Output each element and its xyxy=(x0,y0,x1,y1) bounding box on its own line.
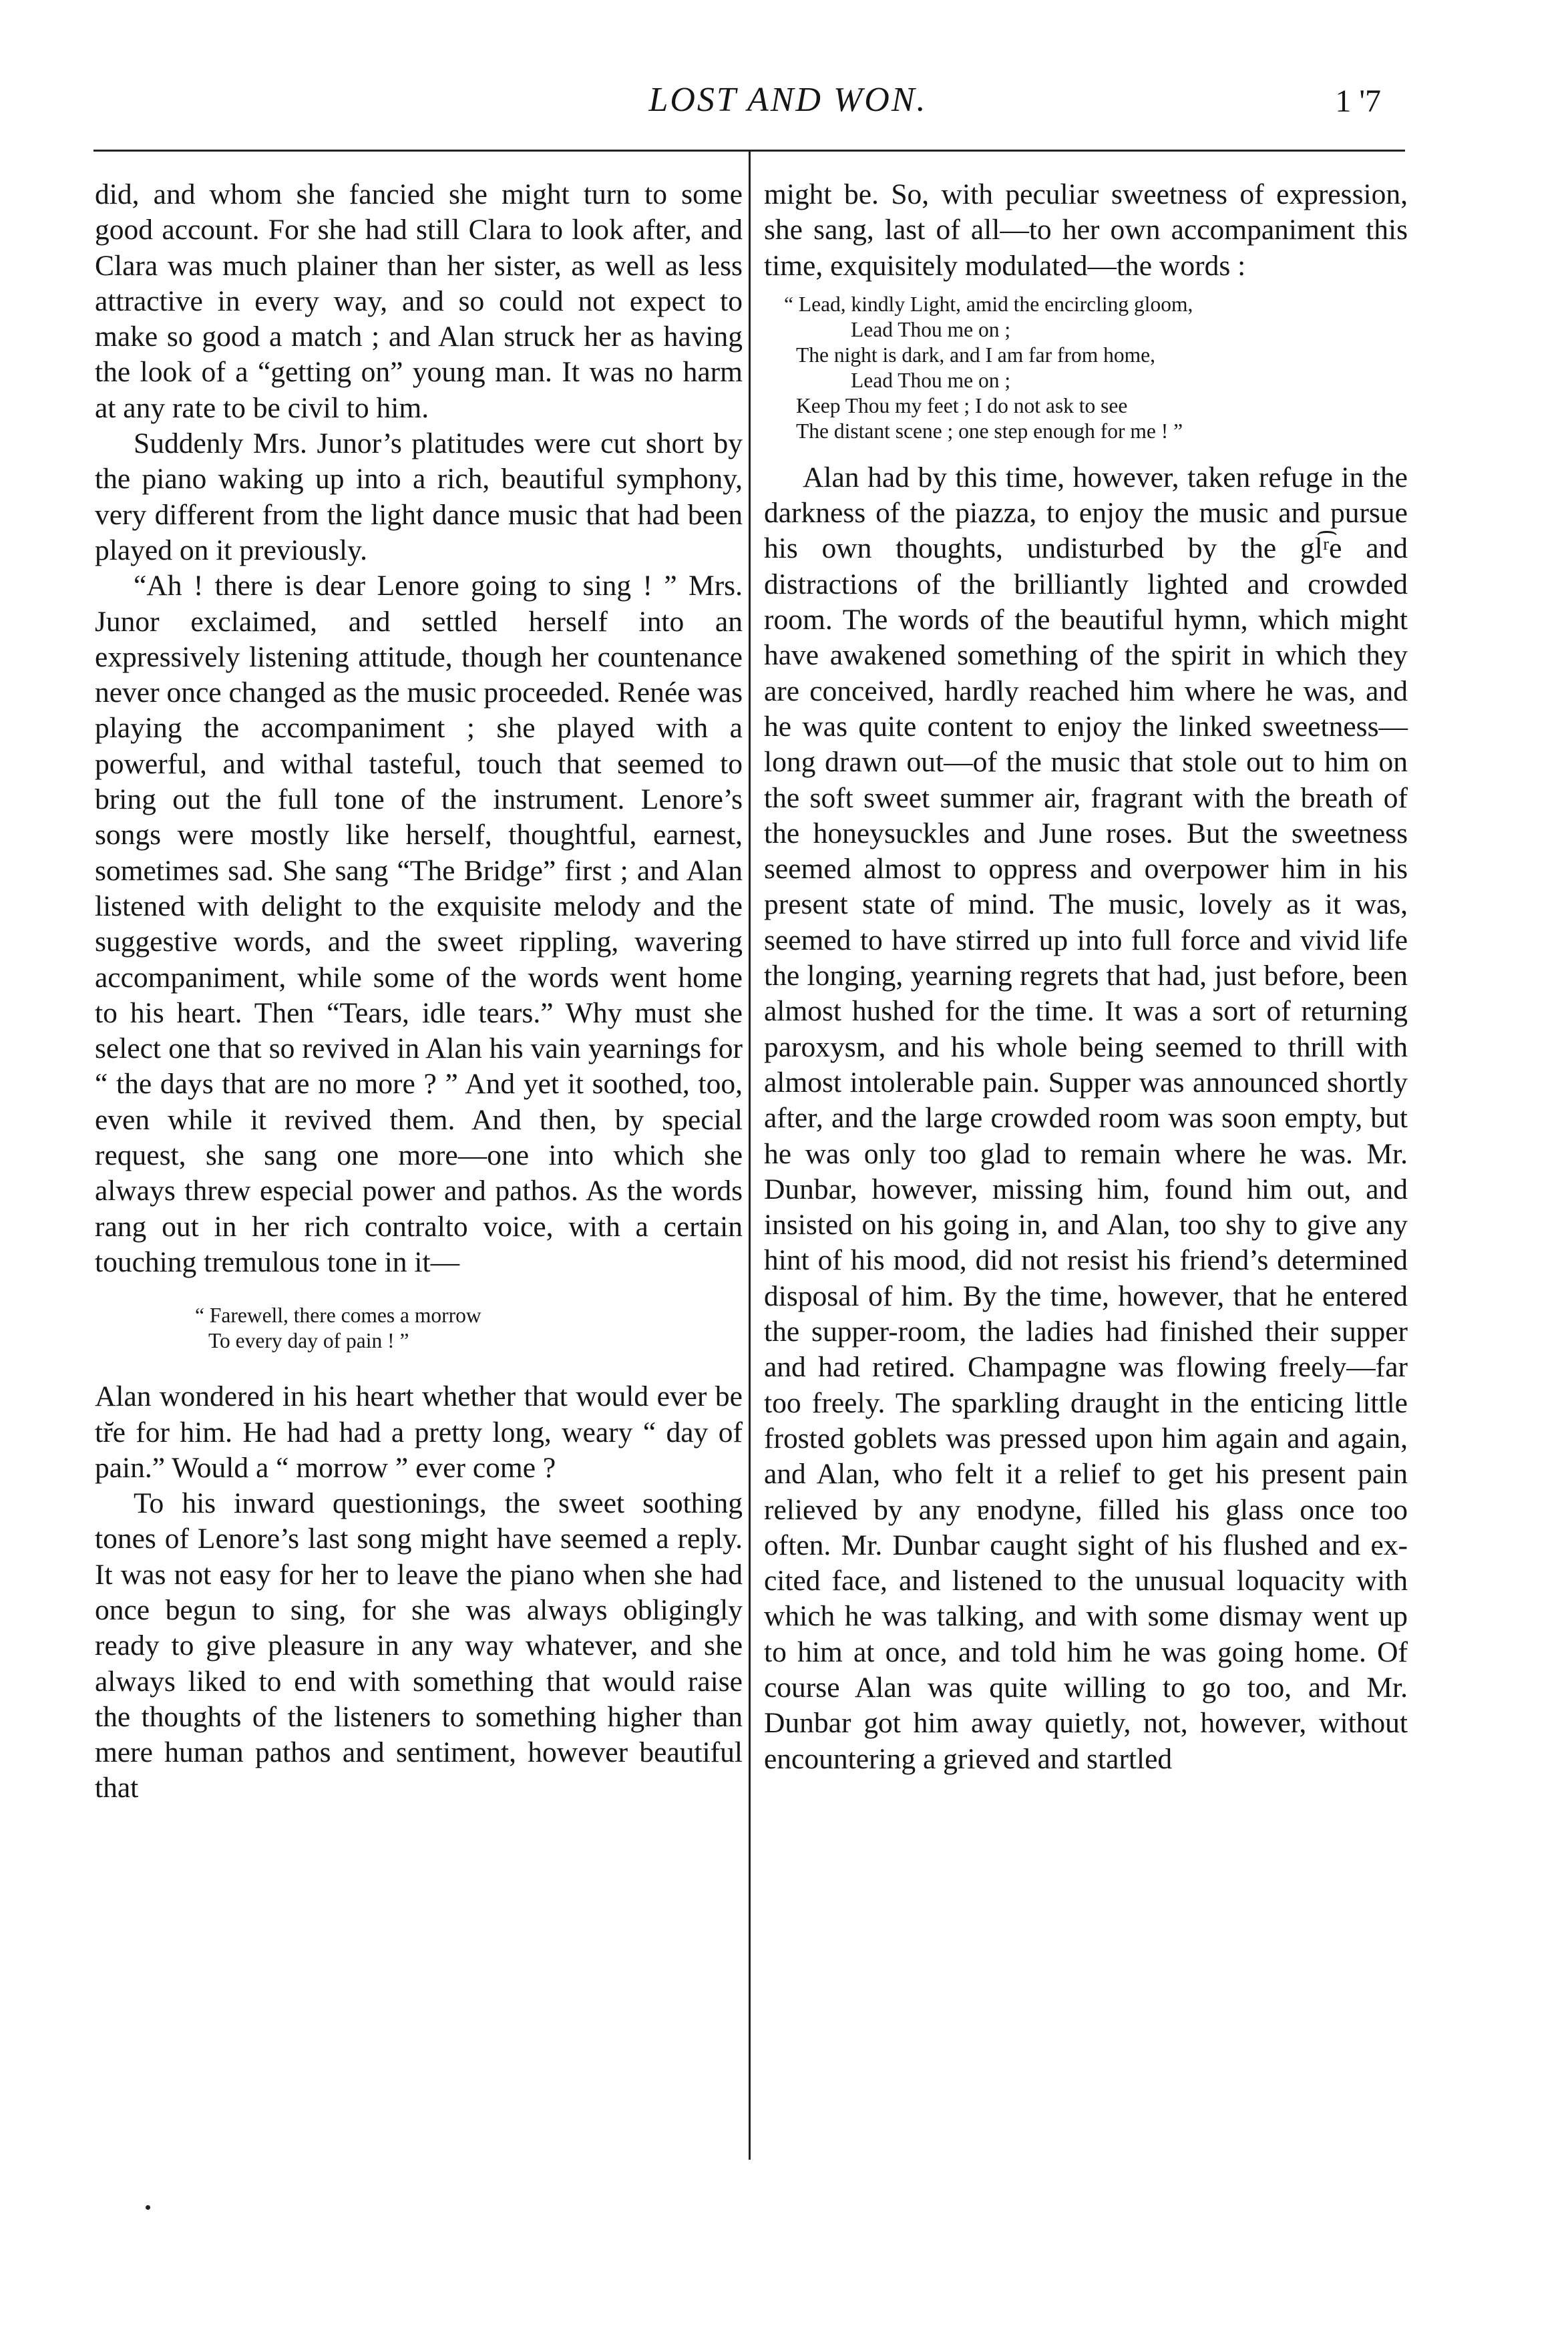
hymn-quote xyxy=(764,292,1408,444)
paragraph: might be. So, with peculiar sweetness of expression, she sang, last of all—to her own accompaniment this time, exquisitely modulated—the words : xyxy=(764,178,1408,282)
right-column xyxy=(764,177,1408,1777)
verse-line: Keep Thou my feet ; I do not ask to see xyxy=(796,393,1128,417)
verse-line: “ Farewell, there comes a morrow xyxy=(195,1304,481,1328)
paragraph: Suddenly Mrs. Junor’s platitudes were cut short by the piano waking up into a rich, beautiful symphony, very different from the light dance music that had been played on it previously. xyxy=(95,427,743,566)
song-quote xyxy=(95,1303,743,1354)
column-divider xyxy=(749,150,751,2160)
paragraph: did, and whom she fancied she might turn to some good account. For she had still Clara to look after, and Clara was much plainer than her sister, as well as less attractive in every way, and so could not expect to make so good a match ; and Alan struck her as having the look of a “getting on” young man. It was no harm at any rate to be civil to him. xyxy=(95,178,743,424)
running-title: LOST AND WON. xyxy=(648,81,928,119)
paragraph: To his inward questionings, the sweet soothing tones of Lenore’s last song might have seemed a reply. It was not easy for her to leave the piano when she had once begun to sing, for she was always obligingly ready to give pleasure in any way whatever, and she always liked to end with something that would raise the thoughts of the listeners to something higher than mere human pathos and sentiment, however beautiful that xyxy=(95,1487,743,1804)
verse-line: The distant scene ; one step enough for me ! ” xyxy=(796,419,1183,443)
paragraph: Alan wondered in his heart whether that would ever be tr̆e for him. He had had a pretty long, weary “ day of pain.” Would a “ morrow ” ever come ? xyxy=(95,1380,743,1484)
paragraph: “Ah ! there is dear Lenore going to sing ! ” Mrs. Junor exclaimed, and settled herself into an expressively listening attitude, though her countenance never once changed as the music proceeded. Renée was playing the accompaniment ; she played with a powerful, and withal tasteful, touch that seemed to bring out the full tone of the instrument. Lenore’s songs were mostly like herself, thoughtful, earnest, sometimes sad. She sang “The Bridge” first ; and Alan listened with delight to the exquisite melody and the suggestive words, and the sweet rippling, wavering accompaniment, while some of the words went home to his heart. Then “Tears, idle tears.” Why must she select one that so revived in Alan his vain yearnings for “ the days that are no more ? ” And yet it soothed, too, even while it revived them. And then, by special request, she sang one more—one into which she always threw especial power and pathos. As the words rang out in her rich contralto voice, with a certain touching tremulous tone in it— xyxy=(95,570,743,1278)
verse-line: Lead Thou me on ; xyxy=(851,317,1011,341)
verse-line: The night is dark, and I am far from home, xyxy=(796,343,1155,367)
ink-speck xyxy=(146,2205,150,2210)
verse-line: Lead Thou me on ; xyxy=(851,368,1011,392)
verse-line: To every day of pain ! ” xyxy=(208,1329,409,1353)
left-column xyxy=(95,177,743,1806)
verse-line: “ Lead, kindly Light, amid the encircling gloom, xyxy=(784,292,1193,316)
paragraph: Alan had by this time, however, taken refuge in the darkness of the piazza, to enjoy the music and pursue his own thoughts, undisturbed by the gl͡ʳe and distractions of the brilliantly lighted and crowded room. The words of the beautiful hymn, which might have awakened something of the spirit in which they are conceived, hardly reached him where he was, and he was quite content to enjoy the linked sweetness—long drawn out—of the music that stole out to him on the soft sweet summer air, fragrant with the breath of the honeysuckles and June roses. But the sweetness seemed almost to oppress and overpower him in his present state of mind. The music, lovely as it was, seemed to have stirred up into full force and vivid life the longing, yearning regrets that had, just before, been almost hushed for the time. It was a sort of returning paroxysm, and his whole being seemed to thrill with almost intolerable pain. Supper was announced shortly after, and the large crowded room was soon empty, but he was only too glad to remain where he was. Mr. Dunbar, however, missing him, found him out, and insisted on his going in, and Alan, too shy to give any hint of his mood, did not resist his friend’s determined disposal of him. By the time, however, that he entered the supper-room, the ladies had finished their supper and had retired. Champagne was flowing freely—far too freely. The sparkling draught in the enticing little frosted goblets was pressed upon him again and again, and Alan, who felt it a relief to get his present pain relieved by any ɐnodyne, filled his glass once too often. Mr. Dunbar caught sight of his flushed and excited face, and listened to the unusual loquacity with which he was talking, and with some dismay went up to him at once, and told him he was going home. Of course Alan was quite willing to go too, and Mr. Dunbar got him away quietly, not, however, without encountering a grieved and startled xyxy=(764,461,1408,1775)
page-number: 1 '7 xyxy=(1335,83,1381,119)
